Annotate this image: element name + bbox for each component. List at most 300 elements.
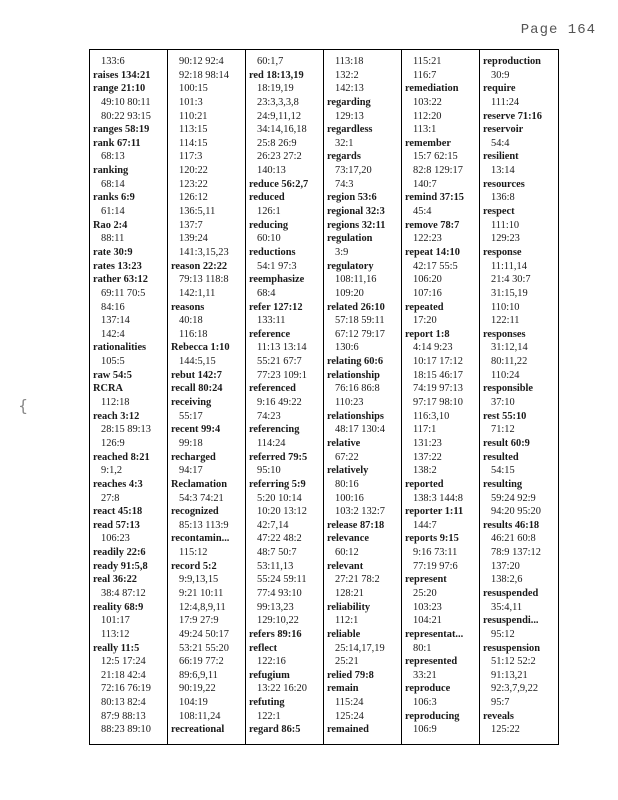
index-term: Reclamation [171,478,227,490]
index-page-ref: 85:13 113:9 [179,519,229,531]
index-page-ref: 54:15 [491,465,515,477]
index-page-ref: 110:21 [179,110,208,122]
index-page-ref: 48:7 50:7 [257,547,297,559]
index-page-ref: 111:10 [491,219,520,231]
index-page-ref: 30:9 [491,69,510,81]
index-term: reason 22:22 [171,260,228,272]
index-page-ref: 116:7 [413,69,437,81]
index-page-ref: 107:16 [413,287,442,299]
index-page-ref: 42:17 55:5 [413,260,458,272]
index-page-ref: 9:16 49:22 [257,397,302,409]
index-page-ref: 125:24 [335,710,364,722]
index-page-ref: 68:4 [257,287,276,299]
index-page-ref: 137:7 [179,219,203,231]
index-page-ref: 129:10,22 [257,615,299,627]
index-page-ref: 120:22 [179,165,208,177]
index-term: resources [483,178,525,190]
index-page-ref: 95:12 [491,628,515,640]
index-page-ref: 142:1,11 [179,287,216,299]
index-page-ref: 25:21 [335,656,359,668]
index-term: reemphasize [249,274,305,286]
index-page-ref: 132:2 [335,69,359,81]
index-page-ref: 80:22 93:15 [101,110,151,122]
index-term: reproduce [405,683,451,695]
index-page-ref: 79:13 118:8 [179,274,229,286]
index-page-ref: 92:18 98:14 [179,69,229,81]
index-page-ref: 12:4,8,9,11 [179,601,226,613]
index-page-ref: 90:12 92:4 [179,56,224,67]
index-page-ref: 133:6 [101,56,125,67]
index-page-ref: 142:4 [101,328,125,340]
index-term: representat... [405,628,464,640]
index-page-ref: 114:15 [179,137,208,149]
index-term: referenced [249,383,296,395]
index-page-ref: 54:3 74:21 [179,492,224,504]
index-page-ref: 115:12 [179,547,208,559]
index-page-ref: 137:22 [413,451,442,463]
index-term: resulting [483,478,523,490]
index-term: relatively [327,465,369,477]
index-page-ref: 131:23 [413,437,442,449]
index-page-ref: 138:3 144:8 [413,492,463,504]
index-page-ref: 113:18 [335,56,364,67]
index-page-ref: 108:11,24 [179,710,221,722]
index-term: ranges 58:19 [93,124,150,136]
index-page-ref: 27:8 [101,492,120,504]
index-page-ref: 110:23 [335,397,364,409]
index-page-ref: 57:18 59:11 [335,315,385,327]
index-page-ref: 3:9 [335,246,349,258]
index-term: range 21:10 [93,83,146,95]
index-page-ref: 144:5,15 [179,356,216,368]
index-page-ref: 111:24 [491,96,520,108]
index-page-ref: 42:7,14 [257,519,289,531]
index-page-ref: 129:13 [335,110,364,122]
index-term: react 45:18 [93,506,143,518]
index-term: repeat 14:10 [405,246,460,258]
index-page-ref: 97:17 98:10 [413,397,463,409]
index-term: reflect [249,642,278,654]
index-page-ref: 61:14 [101,206,125,218]
index-page-ref: 9:1,2 [101,465,123,477]
index-term: remind 37:15 [405,192,464,204]
index-page-ref: 140:13 [257,165,286,177]
index-page-ref: 112:18 [101,397,130,409]
index-page-ref: 122:1 [257,710,281,722]
index-page-ref: 103:22 [413,96,442,108]
index-term: responses [483,328,526,340]
index-term: reproduction [483,56,541,67]
index-term: rather 63:12 [93,274,148,286]
index-page-ref: 17:9 27:9 [179,615,219,627]
index-page-ref: 60:12 [335,547,359,559]
index-page-ref: 80:11,22 [491,356,528,368]
index-page-ref: 60:10 [257,233,281,245]
index-term: really 11:5 [93,642,140,654]
index-column-6 [480,50,558,744]
index-page-ref: 40:18 [179,315,203,327]
index-term: reproducing [405,710,460,722]
index-page-ref: 115:21 [413,56,442,67]
index-page-ref: 77:4 93:10 [257,587,302,599]
index-term: referring 5:9 [249,478,306,490]
index-page-ref: 110:10 [491,301,520,313]
index-term: reservoir [483,124,524,136]
index-page-ref: 76:16 86:8 [335,383,380,395]
index-page-ref: 125:22 [491,724,520,736]
index-page-ref: 91:13,21 [491,669,528,681]
index-page-ref: 71:12 [491,424,515,436]
index-page-ref: 104:19 [179,697,208,709]
index-page-ref: 47:22 48:2 [257,533,302,545]
index-term: referred 79:5 [249,451,308,463]
index-page-ref: 106:9 [413,724,437,736]
index-term: rates 13:23 [93,260,142,272]
index-term: refugium [249,669,290,681]
index-page-ref: 116:3,10 [413,410,450,422]
index-term: remained [327,724,369,736]
index-term: related 26:10 [327,301,385,313]
index-page-ref: 104:21 [413,615,442,627]
index-term: respect [483,206,515,218]
index-page-ref: 137:20 [491,560,520,572]
index-term: reduce 56:2,7 [249,178,309,190]
index-term: refer 127:12 [249,301,303,313]
index-term: rank 67:11 [93,137,141,149]
index-page-ref: 34:14,16,18 [257,124,307,136]
index-term: ready 91:5,8 [93,560,148,572]
index-term: results 46:18 [483,519,540,531]
index-term: rationalities [93,342,147,354]
index-term: ranking [93,165,129,177]
index-term: reported [405,478,444,490]
index-page-ref: 88:11 [101,233,125,245]
index-term: relevant [327,560,364,572]
index-term: refers 89:16 [249,628,302,640]
index-page-ref: 100:16 [335,492,364,504]
index-term: reserve 71:16 [483,110,542,122]
index-page-ref: 126:12 [179,192,208,204]
index-term: release 87:18 [327,519,385,531]
index-page-ref: 35:4,11 [491,601,523,613]
index-page-ref: 136:5,11 [179,206,216,218]
index-page-ref: 13:14 [491,165,515,177]
index-page-ref: 113:15 [179,124,208,136]
index-term: recreational [171,724,225,736]
index-page-ref: 117:3 [179,151,203,163]
index-page-ref: 82:8 129:17 [413,165,463,177]
index-page-ref: 48:17 130:4 [335,424,385,436]
index-page-ref: 53:21 55:20 [179,642,229,654]
index-page-ref: 5:20 10:14 [257,492,302,504]
index-page-ref: 18:15 46:17 [413,369,463,381]
index-page-ref: 112:1 [335,615,359,627]
index-term: remediation [405,83,459,95]
index-term: reporter 1:11 [405,506,464,518]
index-page-ref: 74:19 97:13 [413,383,463,395]
index-page-ref: 28:15 89:13 [101,424,151,436]
index-column-1 [90,50,168,744]
index-page-ref: 144:7 [413,519,437,531]
index-term: recontamin... [171,533,230,545]
index-page-ref: 12:5 17:24 [101,656,146,668]
index-column-2 [168,50,246,744]
index-page-ref: 126:1 [257,206,281,218]
index-page-ref: 74:23 [257,410,281,422]
index-page-ref: 25:20 [413,587,437,599]
index-page-ref: 90:19,22 [179,683,216,695]
index-page-ref: 55:17 [179,410,203,422]
index-page-ref: 126:9 [101,437,125,449]
index-term: read 57:13 [93,519,140,531]
index-term: raw 54:5 [93,369,132,381]
index-page-ref: 25:8 26:9 [257,137,297,149]
index-term: relevance [327,533,369,545]
index-column-4 [324,50,402,744]
index-page-ref: 128:21 [335,587,364,599]
index-page-ref: 25:14,17,19 [335,642,385,654]
index-page-ref: 18:19,19 [257,83,294,95]
index-term: raises 134:21 [93,69,151,81]
index-term: real 36:22 [93,574,137,586]
index-term: Rebecca 1:10 [171,342,230,354]
index-page-ref: 123:22 [179,178,208,190]
index-term: reasons [171,301,205,313]
index-page-ref: 87:9 88:13 [101,710,146,722]
index-term: rate 30:9 [93,246,133,258]
index-page-ref: 129:23 [491,233,520,245]
index-page-ref: 73:17,20 [335,165,372,177]
index-page-ref: 122:11 [491,315,520,327]
page-number: Page 164 [520,22,596,38]
index-page-ref: 13:22 16:20 [257,683,307,695]
index-page-ref: 80:1 [413,642,432,654]
index-page-ref: 130:6 [335,342,359,354]
index-page-ref: 114:24 [257,437,286,449]
index-page-ref: 11:13 13:14 [257,342,307,354]
index-page-ref: 10:20 13:12 [257,506,307,518]
index-page-ref: 10:17 17:12 [413,356,463,368]
index-page-ref: 139:24 [179,233,208,245]
index-page-ref: 106:23 [101,533,130,545]
index-page-ref: 95:7 [491,697,510,709]
index-term: ranks 6:9 [93,192,135,204]
index-term: regions 32:11 [327,219,386,231]
index-page-ref: 136:8 [491,192,515,204]
index-page-ref: 53:11,13 [257,560,294,572]
index-term: region 53:6 [327,192,377,204]
index-term: require [483,83,516,95]
index-page-ref: 21:4 30:7 [491,274,531,286]
index-page-ref: 142:13 [335,83,364,95]
index-page-ref: 54:4 [491,137,510,149]
index-page-ref: 69:11 70:5 [101,287,146,299]
index-page-ref: 26:23 27:2 [257,151,302,163]
index-page-ref: 106:3 [413,697,437,709]
index-page-ref: 46:21 60:8 [491,533,536,545]
index-term: recall 80:24 [171,383,223,395]
index-page-ref: 110:24 [491,369,520,381]
index-page-ref: 133:11 [257,315,286,327]
index-term: regard 86:5 [249,724,301,736]
index-term: reached 8:21 [93,451,150,463]
index-term: remember [405,137,451,149]
index-term: regional 32:3 [327,206,385,218]
index-term: resilient [483,151,519,163]
index-page-ref: 141:3,15,23 [179,246,229,258]
index-page-ref: 115:24 [335,697,364,709]
index-term: rest 55:10 [483,410,527,422]
index-term: regarding [327,96,371,108]
index-term: resulted [483,451,519,463]
index-page-ref: 100:15 [179,83,208,95]
index-page-ref: 55:21 67:7 [257,356,302,368]
index-term: relationships [327,410,384,422]
index-term: result 60:9 [483,437,530,449]
index-term: RCRA [93,383,124,395]
index-page-ref: 49:24 50:17 [179,628,229,640]
index-term: relating 60:6 [327,356,384,368]
index-page-ref: 103:23 [413,601,442,613]
index-page-ref: 94:20 95:20 [491,506,541,518]
index-page-ref: 78:9 137:12 [491,547,541,559]
index-page-ref: 99:13,23 [257,601,294,613]
index-page-ref: 89:6,9,11 [179,669,218,681]
index-page-ref: 32:1 [335,137,354,149]
index-page-ref: 108:11,16 [335,274,377,286]
index-term: reduced [249,192,285,204]
index-term: represent [405,574,447,586]
index-term: regulation [327,233,373,245]
index-page-ref: 77:19 97:6 [413,560,458,572]
index-page-ref: 4:14 9:23 [413,342,453,354]
index-term: reductions [249,246,296,258]
index-page-ref: 138:2,6 [491,574,523,586]
index-term: red 18:13,19 [249,69,304,81]
index-page-ref: 68:13 [101,151,125,163]
index-term: referencing [249,424,300,436]
index-term: reports 9:15 [405,533,459,545]
index-page-ref: 80:16 [335,478,359,490]
index-page-ref: 99:18 [179,437,203,449]
index-page-ref: 106:20 [413,274,442,286]
index-page-ref: 92:3,7,9,22 [491,683,539,695]
index-term: regulatory [327,260,374,272]
index-term: reference [249,328,291,340]
index-page-ref: 137:14 [101,315,130,327]
index-page-ref: 101:17 [101,615,130,627]
index-term: response [483,246,522,258]
index-page-ref: 27:21 78:2 [335,574,380,586]
index-page-ref: 68:14 [101,178,125,190]
index-term: relationship [327,369,380,381]
word-index-table [89,49,559,745]
index-page-ref: 84:16 [101,301,125,313]
index-page-ref: 55:24 59:11 [257,574,307,586]
index-page-ref: 122:16 [257,656,286,668]
index-term: relative [327,437,361,449]
index-page-ref: 95:10 [257,465,281,477]
index-page-ref: 67:12 79:17 [335,328,385,340]
index-page-ref: 51:12 52:2 [491,656,536,668]
index-page-ref: 138:2 [413,465,437,477]
index-page-ref: 109:20 [335,287,364,299]
margin-mark: { [18,396,29,415]
index-page-ref: 21:18 42:4 [101,669,146,681]
index-term: reality 68:9 [93,601,144,613]
index-page-ref: 59:24 92:9 [491,492,536,504]
index-term: relied 79:8 [327,669,374,681]
index-page-ref: 23:3,3,3,8 [257,96,299,108]
index-page-ref: 94:17 [179,465,203,477]
index-term: resuspendi... [483,615,539,627]
index-term: resuspended [483,587,539,599]
index-term: recharged [171,451,216,463]
index-page-ref: 49:10 80:11 [101,96,151,108]
index-page-ref: 101:3 [179,96,203,108]
index-page-ref: 112:20 [413,110,442,122]
index-page-ref: 31:15,19 [491,287,528,299]
index-page-ref: 80:13 82:4 [101,697,146,709]
index-page-ref: 103:2 132:7 [335,506,385,518]
index-page-ref: 140:7 [413,178,437,190]
index-term: regards [327,151,361,163]
index-page-ref: 24:9,11,12 [257,110,302,122]
index-term: receiving [171,397,212,409]
index-page-ref: 15:7 62:15 [413,151,458,163]
index-term: reveals [483,710,514,722]
index-page-ref: 77:23 109:1 [257,369,307,381]
index-term: readily 22:6 [93,547,146,559]
index-page-ref: 66:19 77:2 [179,656,224,668]
index-page-ref: 37:10 [491,397,515,409]
index-page-ref: 113:1 [413,124,437,136]
index-page-ref: 38:4 87:12 [101,587,146,599]
index-page-ref: 31:12,14 [491,342,528,354]
index-term: reach 3:12 [93,410,140,422]
index-page-ref: 116:18 [179,328,208,340]
index-term: represented [405,656,458,668]
index-page-ref: 45:4 [413,206,432,218]
index-page-ref: 72:16 76:19 [101,683,151,695]
index-term: record 5:2 [171,560,217,572]
index-term: reaches 4:3 [93,478,143,490]
index-term: report 1:8 [405,328,450,340]
index-page-ref: 11:11,14 [491,260,527,272]
index-term: resuspension [483,642,540,654]
index-page-ref: 60:1,7 [257,56,284,67]
index-term: reliable [327,628,361,640]
index-page-ref: 9:16 73:11 [413,547,458,559]
index-term: remove 78:7 [405,219,460,231]
index-term: recognized [171,506,219,518]
index-term: recent 99:4 [171,424,221,436]
index-page-ref: 9:21 10:11 [179,587,224,599]
index-page-ref: 113:12 [101,628,130,640]
index-page-ref: 88:23 89:10 [101,724,151,736]
index-term: reliability [327,601,371,613]
index-term: responsible [483,383,534,395]
index-column-5 [402,50,480,744]
index-term: reducing [249,219,289,231]
index-term: regardless [327,124,373,136]
index-term: refuting [249,697,285,709]
index-term: remain [327,683,359,695]
index-page-ref: 54:1 97:3 [257,260,297,272]
index-page-ref: 33:21 [413,669,437,681]
index-page-ref: 122:23 [413,233,442,245]
index-page-ref: 17:20 [413,315,437,327]
